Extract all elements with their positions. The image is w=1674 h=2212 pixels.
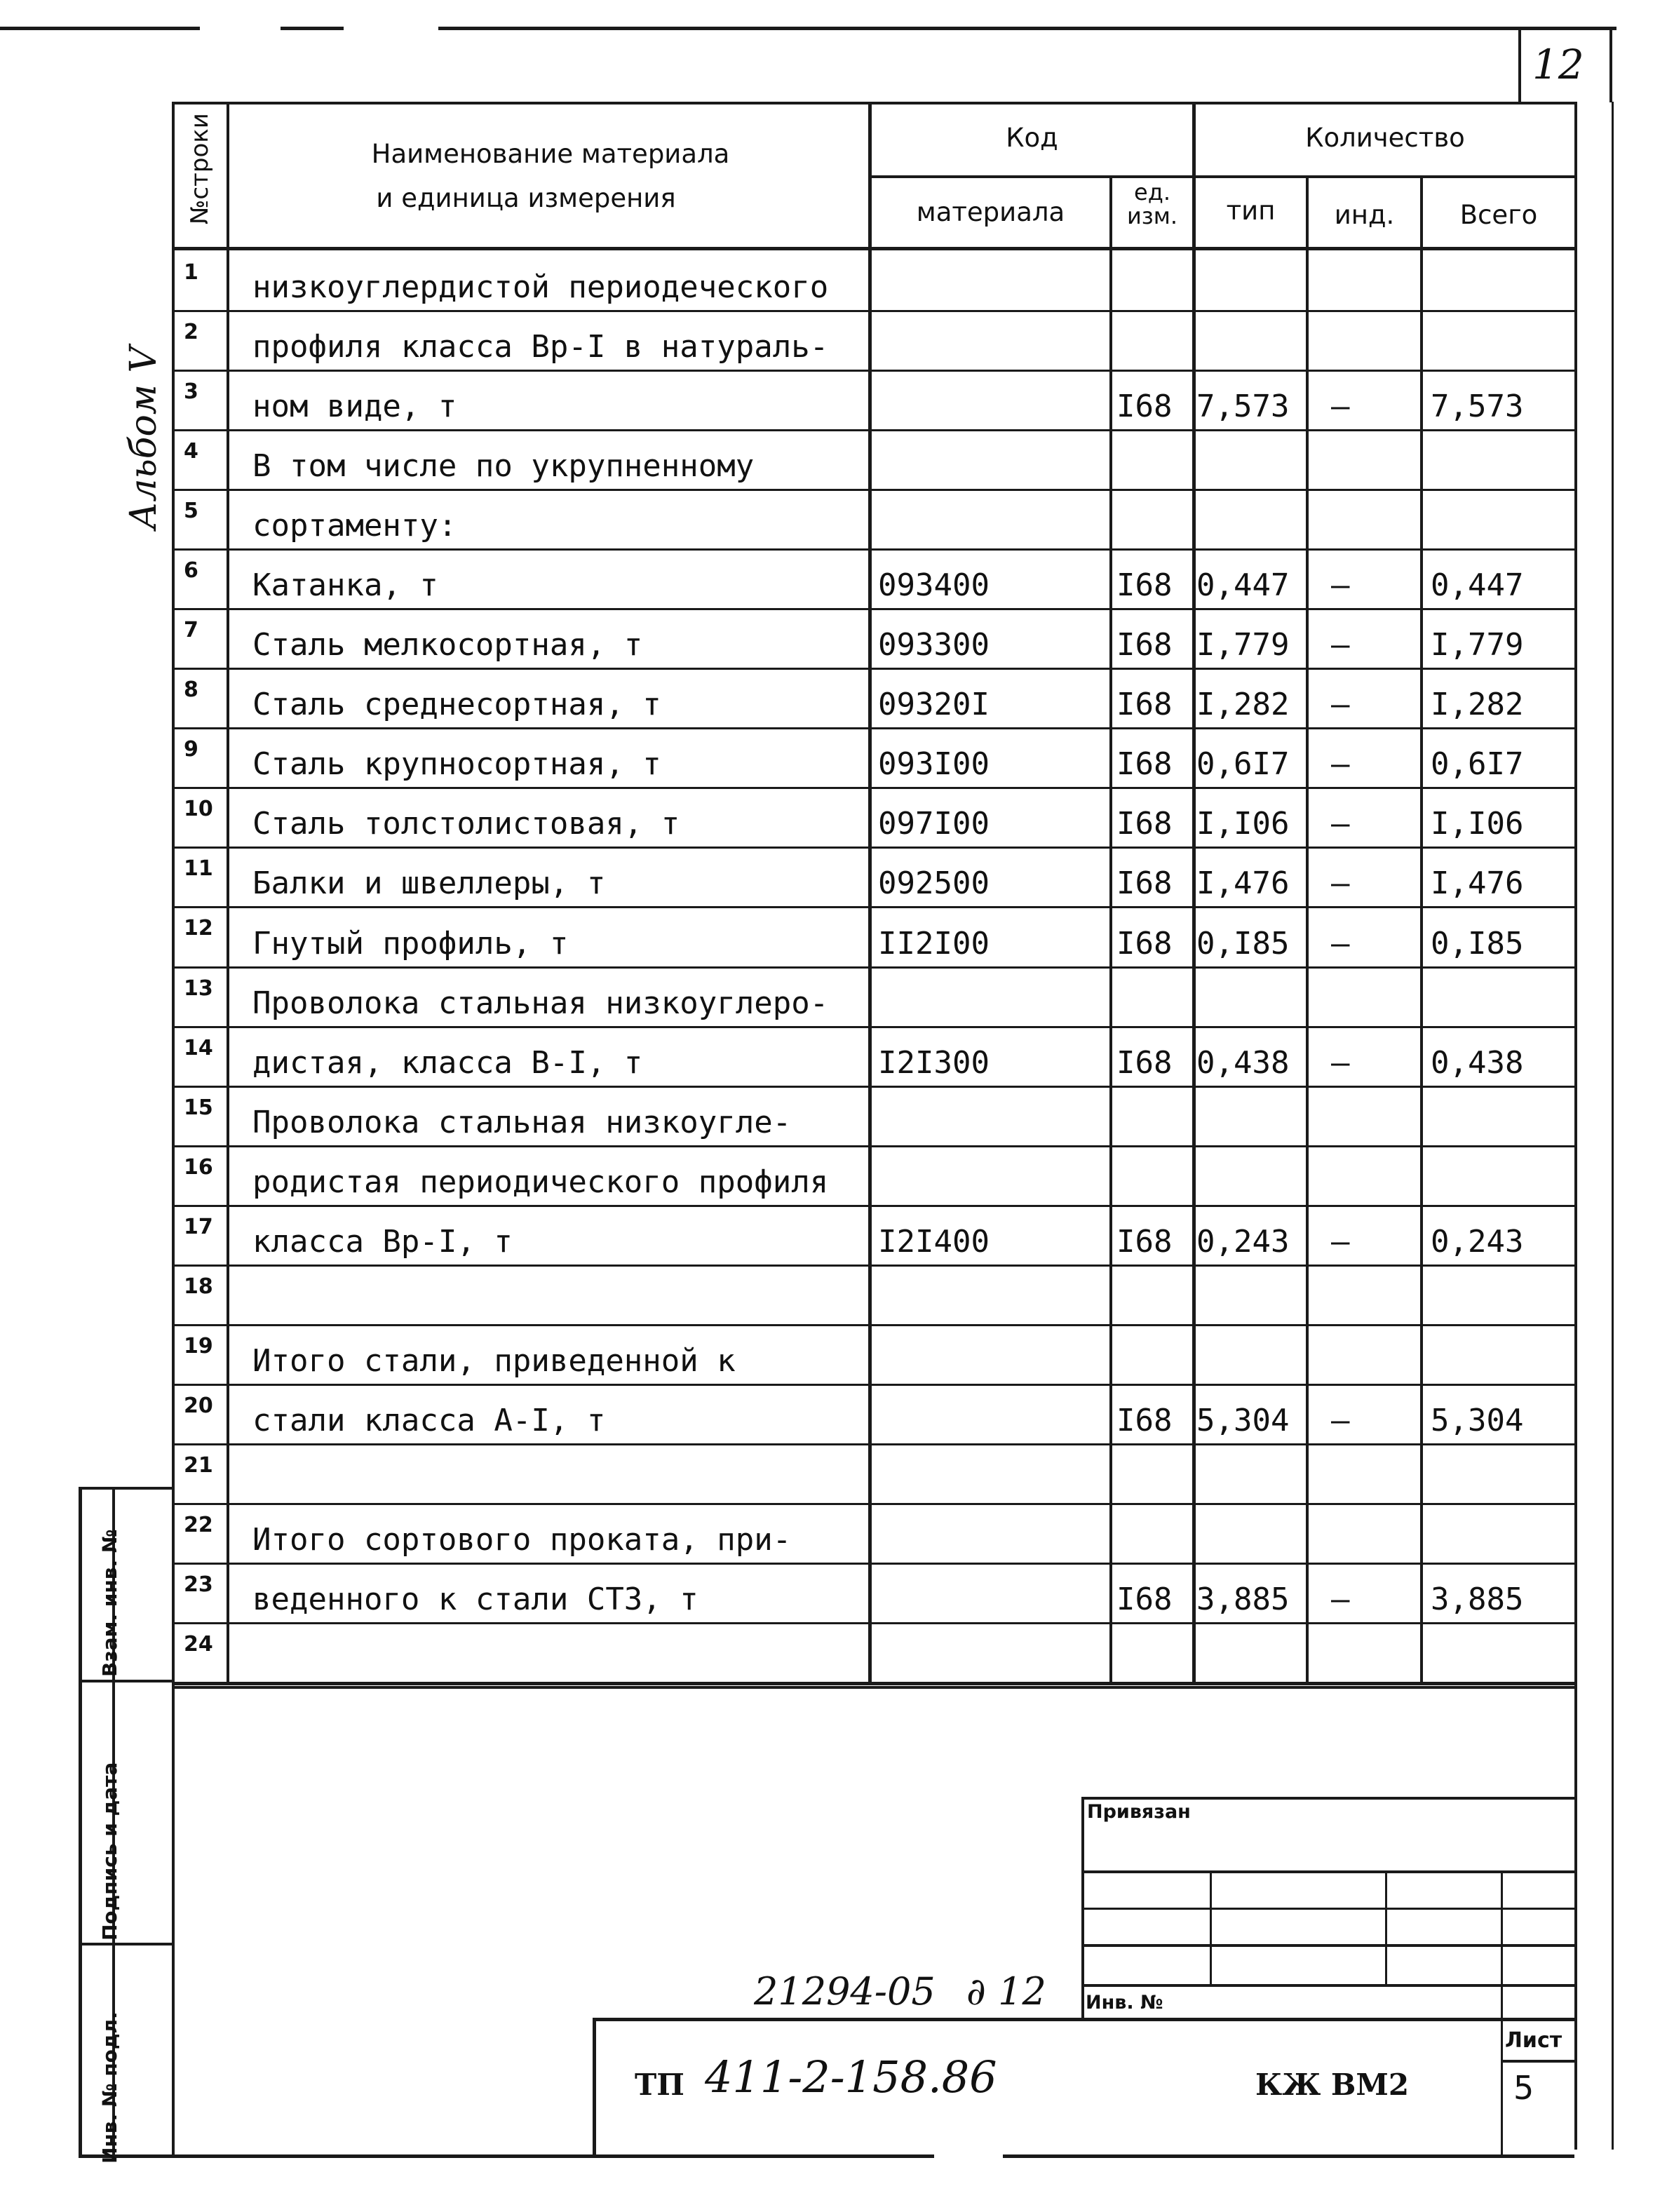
- header-q-type: тип: [1226, 196, 1276, 226]
- cell-code: 09320I: [878, 687, 990, 722]
- cell-total: I,I06: [1431, 806, 1524, 842]
- row-divider: [172, 1205, 1574, 1207]
- row-divider: [172, 1563, 1574, 1565]
- row-number: 9: [184, 737, 198, 762]
- tb-inv-no: Инв. №: [1086, 1992, 1163, 2014]
- row-number: 20: [184, 1394, 213, 1418]
- cell-total: 0,243: [1431, 1224, 1524, 1260]
- vline-ind: [1306, 175, 1309, 1683]
- row-number: 16: [184, 1155, 213, 1180]
- stamp-bottom: [79, 2154, 934, 2158]
- cell-ind: –: [1331, 1224, 1350, 1260]
- cell-name: сортаменту:: [252, 508, 457, 544]
- row-divider: [172, 906, 1574, 908]
- cell-code: I2I300: [878, 1045, 990, 1081]
- cell-ind: –: [1331, 1045, 1350, 1081]
- row-divider: [172, 1622, 1574, 1624]
- row-divider: [172, 429, 1574, 431]
- tb-privyazan-top: [1081, 1797, 1574, 1800]
- cell-total: I,779: [1431, 627, 1524, 663]
- cell-ind: –: [1331, 389, 1350, 424]
- vline-rownum: [227, 102, 229, 1683]
- cell-total: I,476: [1431, 865, 1524, 901]
- stamp-list-h: [1501, 2060, 1574, 2063]
- cell-unit: I68: [1116, 567, 1173, 603]
- cell-type: I,I06: [1196, 806, 1290, 842]
- stamp-main-left: [593, 2018, 596, 2158]
- cell-name: Сталь среднесортная, т: [252, 687, 661, 722]
- row-number: 10: [184, 797, 213, 821]
- header-quantity: Количество: [1305, 123, 1465, 153]
- cell-type: 7,573: [1196, 389, 1290, 424]
- cell-ind: –: [1331, 806, 1350, 842]
- cell-type: 0,447: [1196, 567, 1290, 603]
- row-number: 3: [184, 379, 198, 404]
- row-divider: [172, 1086, 1574, 1088]
- row-divider: [172, 489, 1574, 491]
- cell-type: 5,304: [1196, 1403, 1290, 1438]
- doc-code: КЖ ВМ2: [1255, 2068, 1410, 2102]
- row-divider: [172, 548, 1574, 551]
- cell-unit: I68: [1116, 1403, 1173, 1438]
- cell-code: 092500: [878, 865, 990, 901]
- cell-total: 5,304: [1431, 1403, 1524, 1438]
- row-number: 8: [184, 677, 198, 702]
- row-number: 5: [184, 499, 198, 523]
- cell-total: 0,438: [1431, 1045, 1524, 1081]
- cell-name: Гнутый профиль, т: [252, 926, 569, 962]
- cell-name: родистая периодического профиля: [252, 1164, 829, 1200]
- cell-name: Сталь мелкосортная, т: [252, 627, 643, 663]
- cell-name: класса Вр-I, т: [252, 1224, 513, 1260]
- tb-privyazan: Привязан: [1087, 1801, 1191, 1823]
- cell-name: Итого стали, приведенной к: [252, 1343, 736, 1379]
- cell-ind: –: [1331, 627, 1350, 663]
- cell-ind: –: [1331, 567, 1350, 603]
- row-divider: [172, 608, 1574, 610]
- cell-name: Балки и швеллеры, т: [252, 865, 606, 901]
- list-label: Лист: [1505, 2028, 1562, 2053]
- cell-name: профиля класса Вр-I в натураль-: [252, 329, 829, 365]
- sheet-number-top: 12: [1532, 41, 1584, 88]
- row-number: 23: [184, 1572, 213, 1597]
- top-dash-3: [438, 27, 1616, 30]
- stamp-main-top: [593, 2018, 1574, 2021]
- cell-unit: I68: [1116, 389, 1173, 424]
- tb-v3: [1501, 1870, 1503, 2158]
- row-number: 19: [184, 1334, 213, 1358]
- row-number: 11: [184, 856, 213, 881]
- cell-ind: –: [1331, 926, 1350, 962]
- cell-total: 7,573: [1431, 389, 1524, 424]
- cell-name: стали класса А-I, т: [252, 1403, 606, 1438]
- stamp-podpis: Подпись и дата: [98, 1762, 121, 1941]
- cell-name: Катанка, т: [252, 567, 438, 603]
- cell-unit: I68: [1116, 1582, 1173, 1617]
- row-divider: [172, 727, 1574, 729]
- row-number: 14: [184, 1036, 213, 1060]
- outer-right-line: [1612, 102, 1614, 2150]
- cell-name: низкоуглердистой периодеческого: [252, 269, 829, 305]
- cell-total: 0,447: [1431, 567, 1524, 603]
- hline-header-mid: [868, 175, 1574, 178]
- header-code: Код: [1006, 123, 1058, 153]
- cell-ind: –: [1331, 1582, 1350, 1617]
- cell-type: I,282: [1196, 687, 1290, 722]
- row-number: 15: [184, 1095, 213, 1120]
- cell-unit: I68: [1116, 865, 1173, 901]
- table-bottom-line: [172, 1682, 1574, 1685]
- tp-prefix: ТП: [635, 2068, 684, 2102]
- cell-name: ном виде, т: [252, 389, 457, 424]
- cell-code: 093400: [878, 567, 990, 603]
- cell-name: Проволока стальная низкоуглеро-: [252, 985, 829, 1021]
- frame-left-lower: [172, 1682, 175, 2157]
- cell-type: I,779: [1196, 627, 1290, 663]
- cell-type: 0,I85: [1196, 926, 1290, 962]
- cell-name: Сталь крупносортная, т: [252, 746, 661, 782]
- sheet-box-left: [1518, 29, 1521, 102]
- cell-type: 0,438: [1196, 1045, 1290, 1081]
- cell-total: 0,6I7: [1431, 746, 1524, 782]
- cell-type: I,476: [1196, 865, 1290, 901]
- cell-unit: I68: [1116, 687, 1173, 722]
- stamp-outer-left: [79, 1487, 82, 2157]
- cell-name: Итого сортового проката, при-: [252, 1522, 792, 1558]
- cell-name: Сталь толстолистовая, т: [252, 806, 680, 842]
- row-number: 12: [184, 916, 213, 940]
- cell-ind: –: [1331, 865, 1350, 901]
- top-dash-1: [0, 27, 200, 30]
- handwritten-number: 21294-05: [754, 1969, 936, 2014]
- row-number: 17: [184, 1215, 213, 1239]
- cell-unit: I68: [1116, 926, 1173, 962]
- tp-number: 411-2-158.86: [705, 2051, 997, 2103]
- cell-name: веденного к стали СТ3, т: [252, 1582, 698, 1617]
- cell-total: I,282: [1431, 687, 1524, 722]
- row-number: 22: [184, 1513, 213, 1537]
- cell-unit: I68: [1116, 746, 1173, 782]
- cell-type: 3,885: [1196, 1582, 1290, 1617]
- tb-v2: [1385, 1870, 1387, 1986]
- cell-unit: I68: [1116, 627, 1173, 663]
- cell-type: 0,6I7: [1196, 746, 1290, 782]
- row-number: 4: [184, 439, 198, 464]
- stamp-vzam: Взам. инв. №: [98, 1529, 121, 1677]
- cell-code: 093I00: [878, 746, 990, 782]
- cell-total: 3,885: [1431, 1582, 1524, 1617]
- cell-name: Проволока стальная низкоугле-: [252, 1105, 792, 1140]
- row-number: 7: [184, 618, 198, 642]
- stamp-bottom-right: [1003, 2154, 1574, 2158]
- hline-header-bottom: [172, 247, 1574, 250]
- row-number: 6: [184, 558, 198, 583]
- vline-name: [868, 102, 872, 1683]
- cell-code: 093300: [878, 627, 990, 663]
- row-divider: [172, 1145, 1574, 1147]
- cell-name: В том числе по укрупненному: [252, 448, 755, 484]
- header-q-total: Всего: [1459, 200, 1538, 230]
- vline-qty: [1192, 102, 1196, 1683]
- row-divider: [172, 1384, 1574, 1386]
- cell-name: дистая, класса В-I, т: [252, 1045, 643, 1081]
- header-q-ind: инд.: [1334, 200, 1395, 230]
- handwritten-sheet: ∂ 12: [966, 1969, 1046, 2014]
- vline-unit: [1109, 175, 1112, 1683]
- list-value: 5: [1513, 2069, 1534, 2107]
- row-divider: [172, 668, 1574, 670]
- row-divider: [172, 847, 1574, 849]
- row-number: 2: [184, 320, 198, 344]
- row-divider: [172, 1324, 1574, 1326]
- album-label: Альбом V: [123, 346, 165, 530]
- top-dash-2: [281, 27, 344, 30]
- cell-ind: –: [1331, 1403, 1350, 1438]
- cell-ind: –: [1331, 687, 1350, 722]
- header-name-line1: Наименование материала: [371, 139, 730, 169]
- right-frame-line: [1574, 102, 1577, 2150]
- row-number: 13: [184, 976, 213, 1001]
- header-code-material: материала: [916, 197, 1065, 227]
- sheet-box-right: [1609, 29, 1612, 102]
- row-number: 21: [184, 1453, 213, 1478]
- cell-code: I2I400: [878, 1224, 990, 1260]
- row-number: 1: [184, 260, 198, 285]
- row-divider: [172, 1443, 1574, 1445]
- row-divider: [172, 787, 1574, 789]
- row-divider: [172, 966, 1574, 969]
- row-divider: [172, 310, 1574, 312]
- header-code-unit: ед. изм.: [1126, 179, 1178, 229]
- cell-ind: –: [1331, 746, 1350, 782]
- header-row-no: №строки: [186, 113, 214, 224]
- vline-total: [1420, 175, 1423, 1683]
- cell-unit: I68: [1116, 1045, 1173, 1081]
- row-number: 18: [184, 1274, 213, 1299]
- cell-unit: I68: [1116, 1224, 1173, 1260]
- header-name-line2: и единица измерения: [376, 183, 676, 213]
- cell-code: 097I00: [878, 806, 990, 842]
- row-divider: [172, 370, 1574, 372]
- cell-unit: I68: [1116, 806, 1173, 842]
- cell-total: 0,I85: [1431, 926, 1524, 962]
- row-divider: [172, 1265, 1574, 1267]
- row-divider: [172, 1503, 1574, 1505]
- tb-v1: [1210, 1870, 1212, 1986]
- stamp-inv-podl: Инв. № подл.: [98, 2011, 121, 2164]
- cell-type: 0,243: [1196, 1224, 1290, 1260]
- row-divider: [172, 1026, 1574, 1028]
- cell-code: II2I00: [878, 926, 990, 962]
- row-number: 24: [184, 1632, 213, 1657]
